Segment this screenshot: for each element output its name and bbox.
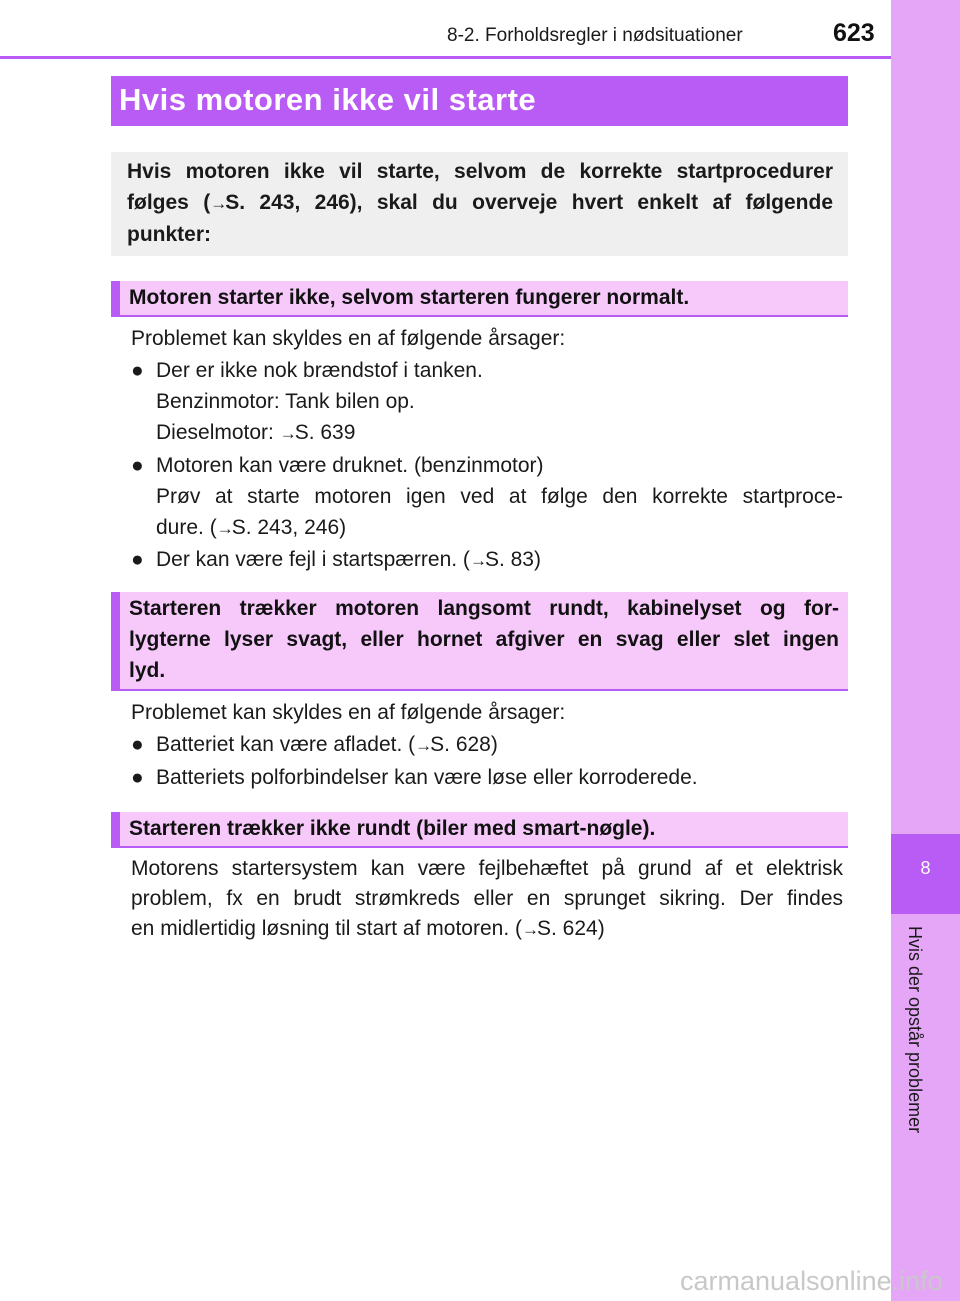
list-item-body — [156, 355, 843, 449]
subheading-text: Motoren starter ikke, selvom starteren fungerer normalt. — [129, 286, 690, 309]
list-item-text: dure. (→S. 243, 246) — [156, 516, 347, 539]
page-reference[interactable]: S. 628) — [430, 733, 498, 756]
bullet-icon: ● — [131, 766, 144, 789]
subheading-text: Starteren trækker ikke rundt (biler med smart-nøgle). — [129, 817, 656, 840]
bullet-icon: ● — [131, 359, 144, 382]
list-item-text: Motoren kan være druknet. (benzinmotor) — [156, 454, 544, 477]
watermark: carmanualsonline.info — [680, 1266, 943, 1296]
page-reference[interactable]: S. 624) — [536, 917, 605, 940]
list-item-body — [156, 450, 843, 544]
page-reference[interactable]: S. 243, 246) — [231, 516, 347, 539]
list-item-text: Der kan være fejl i startspærren. (→S. 83) — [156, 548, 541, 571]
intro-text: Hvis motoren ikke vil starte, selvom de korrekte startprocedurer følges (→S. 243, 246), skal du overveje hvert enkelt af følgende punkter: — [127, 160, 834, 246]
list-item-text: Batteriets polforbindelser kan være løse eller korroderede. — [156, 766, 698, 789]
arrow-icon: → — [279, 424, 295, 443]
subheading-slow-cranking — [111, 592, 848, 691]
arrow-icon: → — [521, 920, 537, 939]
arrow-icon: → — [469, 551, 485, 570]
subheading-text: Starteren trækker motoren langsomt rundt, kabinelyset og for- lygterne lyser svagt, eller hornet afgiver en svag eller slet ingen lyd. — [129, 597, 839, 682]
list-item-text: Batteriet kan være afladet. (→S. 628) — [156, 733, 498, 756]
arrow-icon: → — [415, 736, 431, 755]
page-reference[interactable]: S. 83) — [484, 548, 541, 571]
bullet-icon: ● — [131, 733, 144, 756]
subheading-engine-not-starting — [111, 281, 848, 317]
page-reference[interactable]: S. 639 — [294, 421, 356, 444]
list-item-text: Der er ikke nok brændstof i tanken. — [156, 359, 483, 382]
header-rule — [0, 56, 891, 59]
intro-box — [111, 152, 848, 256]
chapter-side-title: Hvis der opstår problemer — [905, 926, 925, 1134]
section-lead: Problemet kan skyldes en af følgende årsager: — [131, 327, 566, 350]
arrow-icon: → — [210, 194, 226, 213]
bullet-icon: ● — [131, 548, 144, 571]
subheading-starter-not-cranking — [111, 812, 848, 848]
page-number: 623 — [833, 19, 875, 47]
chapter-tab[interactable] — [891, 834, 960, 914]
title-banner — [111, 76, 848, 126]
chapter-number: 8 — [920, 858, 931, 878]
list-item-text: Prøv at starte motoren igen ved at følge den korrekte startproce- — [156, 485, 843, 508]
section-lead: Problemet kan skyldes en af følgende årsager: — [131, 701, 566, 724]
bullet-icon: ● — [131, 454, 144, 477]
section-body: Motorens startersystem kan være fejlbehæftet på grund af et elektrisk problem, fx en brudt strømkreds eller en sprunget sikring. Der findes en midlertidig løsning til start af motoren. (→S. 624) — [131, 857, 843, 940]
list-item-text: Benzinmotor: Tank bilen op. — [156, 390, 415, 413]
list-item-text: Dieselmotor: →S. 639 — [156, 421, 356, 444]
page-title: Hvis motoren ikke vil starte — [119, 82, 537, 117]
section-label: 8-2. Forholdsregler i nødsituationer — [447, 25, 743, 46]
arrow-icon: → — [216, 519, 232, 538]
